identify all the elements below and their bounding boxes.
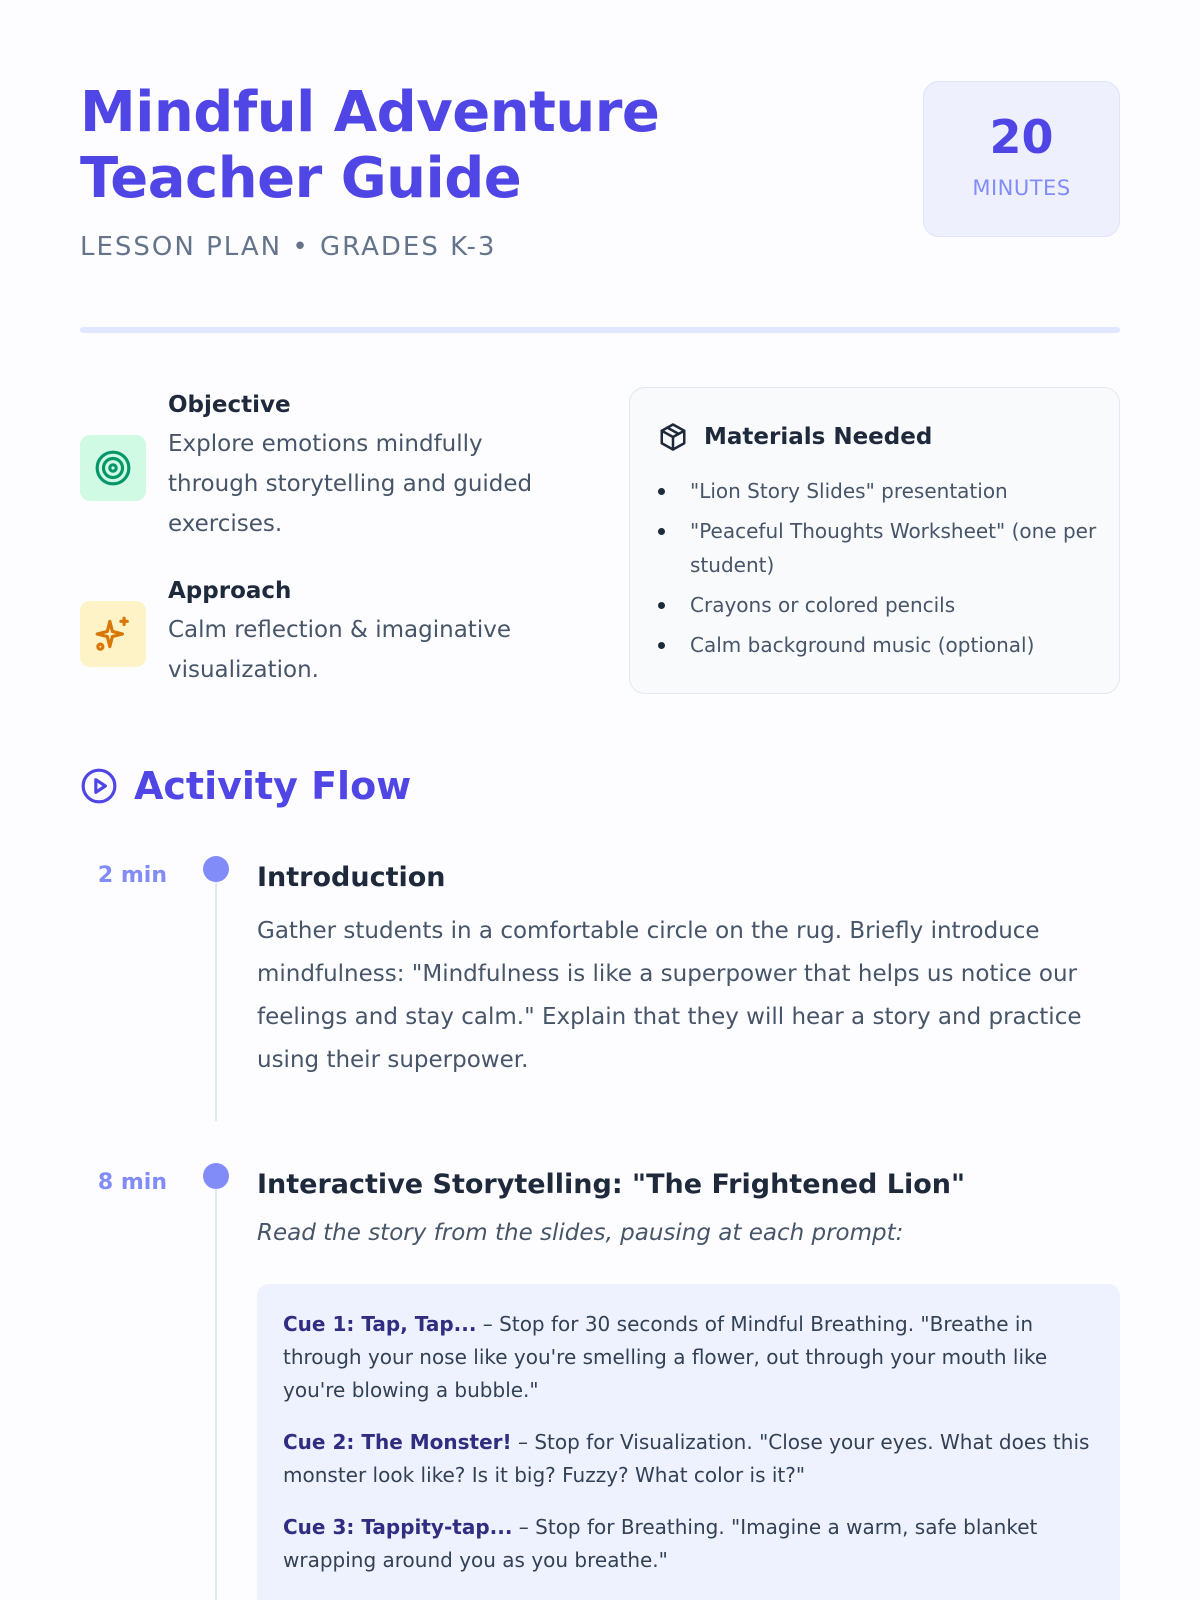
- activity-flow-title: Activity Flow: [134, 764, 412, 808]
- objective-heading: Objective: [168, 392, 291, 418]
- materials-item: Crayons or colored pencils: [658, 588, 1098, 622]
- story-cue: [283, 1511, 1094, 1577]
- header-divider: [80, 327, 1120, 333]
- activity-flow-heading: [80, 764, 411, 808]
- sparkles-icon: [80, 601, 146, 667]
- materials-item: Calm background music (optional): [658, 628, 1098, 662]
- activity-step-introduction: [257, 860, 1120, 1082]
- story-cues-box: [257, 1284, 1120, 1600]
- page-subtitle: LESSON PLAN • GRADES K-3: [80, 232, 497, 262]
- cue-label: Cue 2: The Monster!: [283, 1430, 512, 1454]
- objective-text: Explore emotions mindfully through storytelling and guided exercises.: [168, 431, 533, 537]
- lesson-plan-page: [80, 0, 1120, 1600]
- cue-label: Cue 1: Tap, Tap...: [283, 1312, 477, 1336]
- story-cue: [283, 1308, 1094, 1407]
- step-duration: 8 min: [97, 1170, 167, 1195]
- approach-block: [168, 576, 568, 690]
- cue-text: – Stop for Visualization. "Close your eyes. What does this monster look like? Is it big? Fuzzy? What color is it?": [283, 1430, 1090, 1487]
- step-description: Gather students in a comfortable circle on the rug. Briefly introduce mindfulness: "Mindfulness is like a superpower that helps us notice our feelings and stay calm." Explain that they will hear a story and practice using their superpower.: [257, 918, 1082, 1073]
- approach-heading: Approach: [168, 578, 292, 604]
- objective-block: [168, 390, 568, 544]
- story-cue: [283, 1426, 1094, 1492]
- materials-header: [658, 422, 932, 452]
- approach-text: Calm reflection & imaginative visualization.: [168, 617, 511, 683]
- step-title: Interactive Storytelling: "The Frightened Lion": [257, 1169, 966, 1200]
- activity-step-storytelling: [257, 1167, 1120, 1249]
- timeline-dot: [203, 1163, 229, 1189]
- timeline-line: [215, 876, 217, 1121]
- duration-unit: MINUTES: [972, 176, 1071, 200]
- cue-label: Cue 3: Tappity-tap...: [283, 1515, 513, 1539]
- page-title: Mindful Adventure Teacher Guide: [80, 80, 660, 211]
- materials-item: "Peaceful Thoughts Worksheet" (one per student): [658, 514, 1098, 582]
- duration-badge: [923, 81, 1120, 237]
- target-icon: [80, 435, 146, 501]
- box-icon: [658, 422, 688, 452]
- timeline-line: [215, 1183, 217, 1600]
- materials-card: [629, 387, 1120, 694]
- materials-item: "Lion Story Slides" presentation: [658, 474, 1098, 508]
- cue-text: – Stop for Breathing. "Imagine a warm, safe blanket wrapping around you as you breathe.": [283, 1515, 1038, 1572]
- materials-list: [658, 474, 1098, 668]
- step-instruction: Read the story from the slides, pausing at each prompt:: [257, 1220, 904, 1246]
- step-duration: 2 min: [97, 863, 167, 888]
- materials-title: Materials Needed: [704, 424, 933, 450]
- timeline-dot: [203, 856, 229, 882]
- step-title: Introduction: [257, 862, 446, 893]
- play-circle-icon: [80, 767, 118, 805]
- cue-text: – Stop for 30 seconds of Mindful Breathing. "Breathe in through your nose like you're smelling a flower, out through your mouth like you're blowing a bubble.": [283, 1312, 1048, 1402]
- duration-value: 20: [989, 110, 1054, 164]
